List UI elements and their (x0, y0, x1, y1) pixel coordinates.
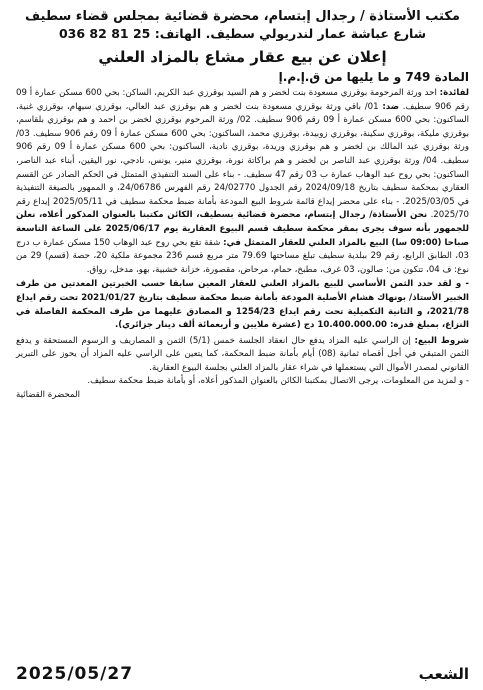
notice-subtitle: المادة 749 و ما يليها من ق.إ.م.إ (278, 70, 469, 84)
notice-title: إعلان عن بيع عقار مشاع بالمزاد العلني (98, 48, 387, 66)
signature: المحضرة القضائية (16, 390, 80, 401)
office-address: شارع عباشة عمار لندريولي سطيف. الهاتف: 25 81 82 036 (58, 26, 427, 41)
defendants-text: 01/ باقي ورثة بوقرزي مسعودة بنت لخضر و هم بوقرزي عبد العالي، بوقرزي سيهام، بوقرزي غنية، الساكنون: بحي 600 مسكن عمارة أ 09 رقم 906 سطيف. 02/ ورثة المرحوم بوقرزي لخضر بن احمد و هم بوقرزي بلقاسم، بوقرزي مليكة، بوقرزي سكينة، بوقرزي زوبيدة، بوقرزي محمد، الساكنون: بحي 600 مسكن عمارة أ 09 رقم 906 سطيف. 03/ ورثة بوقرزي عبد المالك بن لخضر و هم بوقرزي وريدة، بوقرزي نادية، الساكنون: بحي 600 مسكن عمارة أ 09 رقم 906 سطيف. 04/ ورثة بوقرزي عبد الناصر بن لخضر و هم براكاتة نورة، بوقرزي منير، يونس، نادجي، نور اليقين، أبناء عبد الناصر، الساكنون: بحي روح عبد الوهاب عمارة ب 03 رقم 47 سطيف. - بناء على السند التنفيذي المتمثل في الحكم الصادر عن القسم العقاري بمحكمة سطيف بتاريخ 2024/09/18 رقم الجدول 24/02770 رقم الفهرس 24/06786، و الممهور بالصيغة التنفيذية في 2025/03/05. - بناء على محضر إيداع قائمة شروط البيع المودعة بأمانة ضبط محكمة سطيف في 2025/05/11 إيداع رقم 2025/70. (16, 101, 470, 221)
beneficiary-text: احد ورثة المرحومة بوقرزي مسعودة بنت لخضر و هم السيد بوقرزي عبد الكريم، الساكن: بحي 600 مسكن عمارة أ 09 رقم 906 سطيف. (16, 88, 469, 112)
contact-text: - و لمزيد من المعلومات، يرجى الاتصال بمكتبنا الكائن بالعنوان المذكور أعلاه، أو بأمانة ضبط محكمة سطيف. (87, 376, 469, 387)
against-label: ضد: (382, 101, 400, 112)
newspaper-name: الشعب (418, 665, 469, 683)
signature-line (16, 389, 469, 403)
sale-conditions-label: شروط البيع: (414, 335, 469, 346)
beneficiary-label: لفائدة: (439, 88, 469, 98)
sale-conditions-paragraph (16, 335, 469, 376)
office-name: مكتب الأستاذة / رجدال إبتسام، محضرة قضائية بمجلس قضاء سطيف (25, 9, 460, 24)
property-description: شقة تقع بحي روح عبد الوهاب 150 مسكن عمارة ب درج 03، الطابق الرابع، رقم 29 ببلدية سطيف تبلغ مساحتها 79.69 متر مربع قسم 236 مجموعة ملكية 20، حصة (قسم) 29 من نوع: ف 04، تتكون من: صالون، 03 غرف، مطبخ، حمام، مرحاض، مقصورة، خزانة خشبية، بهو، مدخل، رواق. (16, 237, 470, 275)
sale-conditions-text: إن الراسي عليه المزاد يدفع حال انعقاد الجلسة خمس (5/1) الثمن و المصاريف و الرسوم المستحقة و يدفع الثمن المتبقي في أجل أقصاه ثمانية (08) أيام بأمانة ضبط المحكمة، كما يتعين على الراسي عليه المزاد أن يحوز على التبرير القانوني لمصدر الأموال التي يستعملها في شراء عقار بالمزاد العلني بجلسة البيوع العقارية. (16, 335, 469, 373)
base-price-paragraph: - و لقد حدد الثمن الأساسي للبيع بالمزاد العلني للعقار المعين سابقا حسب الخبرتين المعدتين من طرف الخبير الأستاذ/ بونهاك هشام الأصلية المودعة بأمانة ضبط محكمة سطيف بتاريخ 2021/01/27 تحت رقم ايداع 2021/78، و الثانية التكميلية تحت رقم ايداع 1254/23 و المصادق عليهما من طرف المحكمة الفاصلة في النزاع، بمبلغ قدره: 10.400.000.00 دج (عشرة ملايين و أربعمائة ألف دينار جزائري). (16, 279, 470, 331)
publication-date: 2025/05/27 (16, 664, 134, 684)
contact-line (16, 375, 469, 389)
announcement-text: نحن الأستاذة/ رجدال إبتسام، محضرة قضائية بسطيف، الكائن مكتبنا بالعنوان المذكور أعلاه، نعلن للجمهور بأنه سوف يجرى بمقر محكمة سطيف قسم البيوع العقارية يوم 2025/06/17 على الساعة التاسعة صباحا (09:00 سا) البيع بالمزاد العلني للعقار المتمثل في: (16, 210, 469, 248)
footer (16, 664, 469, 684)
parties-paragraph (16, 87, 469, 277)
